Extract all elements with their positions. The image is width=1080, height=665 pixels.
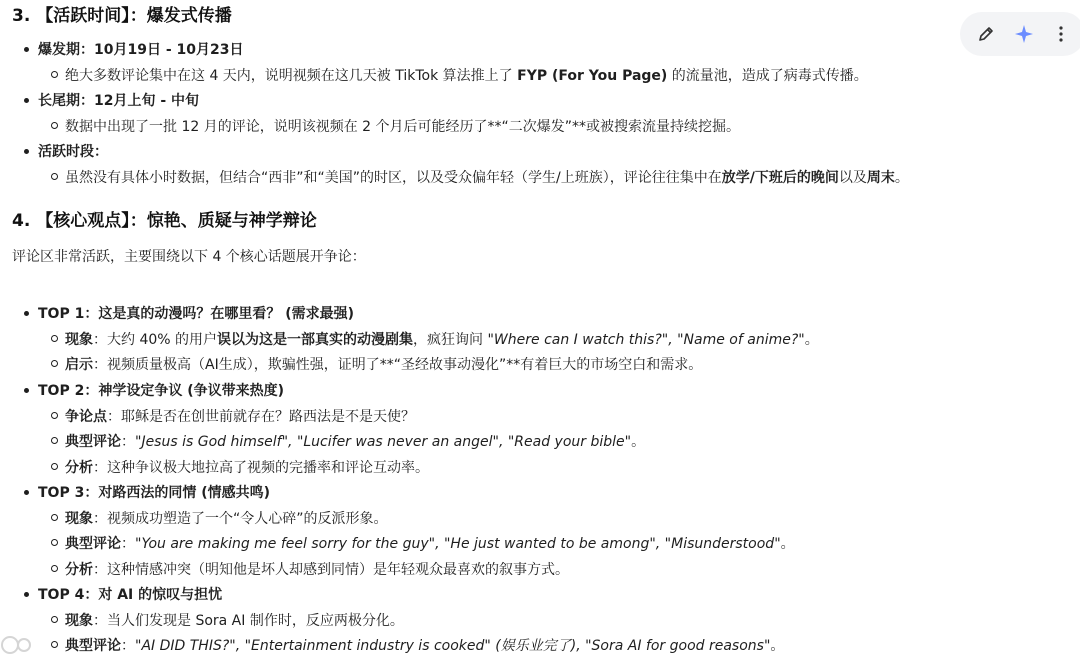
list-item: 爆发期：10月19日 - 10月23日 [38, 39, 244, 59]
list-item: 虽然没有具体小时数据，但结合“西非”和“美国”的时区，以及受众偏年轻（学生/上班族），评论往往集中在放学/下班后的晚间以及周末。 [65, 167, 909, 187]
list-item: 绝大多数评论集中在这 4 天内，说明视频在这几天被 TikTok 算法推上了 FYP (For You Page) 的流量池，造成了病毒式传播。 [65, 65, 868, 85]
top-item-1: TOP 1：这是真的动漫吗？在哪里看？ (需求最强) [38, 303, 354, 323]
list-item: 分析：这种争议极大地拉高了视频的完播率和评论互动率。 [65, 457, 429, 477]
list-item: 长尾期：12月上旬 - 中旬 [38, 90, 199, 110]
more-vertical-icon [1058, 25, 1064, 43]
list-item: 现象：大约 40% 的用户误以为这是一部真实的动漫剧集，疯狂询问 "Where can I watch this?", "Name of anime?"。 [65, 329, 819, 349]
more-options-button[interactable] [1047, 17, 1075, 51]
top-item-4: TOP 4：对 AI 的惊叹与担忧 [38, 584, 222, 604]
ai-assist-button[interactable] [1010, 17, 1038, 51]
floating-toolbar [960, 12, 1080, 56]
list-item: 典型评论："AI DID THIS?", "Entertainment industry is cooked" (娱乐业完了), "Sora AI for good reasons"。 [65, 635, 784, 655]
sparkle-icon [1014, 24, 1034, 44]
top-item-3: TOP 3：对路西法的同情 (情感共鸣) [38, 482, 270, 502]
list-item: 典型评论："Jesus is God himself", "Lucifer was never an angel", "Read your bible"。 [65, 431, 645, 451]
edit-button[interactable] [972, 17, 1000, 51]
section-3-heading: 3. 【活跃时间】：爆发式传播 [12, 6, 232, 26]
list-item: 启示：视频质量极高（AI生成），欺骗性强，证明了**“圣经故事动漫化”**有着巨大的市场空白和需求。 [65, 354, 702, 374]
pencil-icon [977, 25, 995, 43]
watermark-logo [0, 628, 150, 662]
list-item: 活跃时段： [38, 141, 108, 161]
list-item: 分析：这种情感冲突（明知他是坏人却感到同情）是年轻观众最喜欢的叙事方式。 [65, 559, 569, 579]
list-item: 典型评论："You are making me feel sorry for the guy", "He just wanted to be among", "Misunderstood"。 [65, 533, 795, 553]
list-item: 现象：当人们发现是 Sora AI 制作时，反应两极分化。 [65, 610, 404, 630]
section-4-heading: 4. 【核心观点】：惊艳、质疑与神学辩论 [12, 211, 317, 231]
list-item: 数据中出现了一批 12 月的评论，说明该视频在 2 个月后可能经历了**“二次爆发”**或被搜索流量持续挖掘。 [65, 116, 740, 136]
section-4-intro: 评论区非常活跃，主要围绕以下 4 个核心话题展开争论： [12, 249, 366, 265]
list-item: 争论点：耶稣是否在创世前就存在？路西法是不是天使？ [65, 406, 415, 426]
list-item: 现象：视频成功塑造了一个“令人心碎”的反派形象。 [65, 508, 388, 528]
top-item-2: TOP 2：神学设定争议 (争议带来热度) [38, 380, 284, 400]
